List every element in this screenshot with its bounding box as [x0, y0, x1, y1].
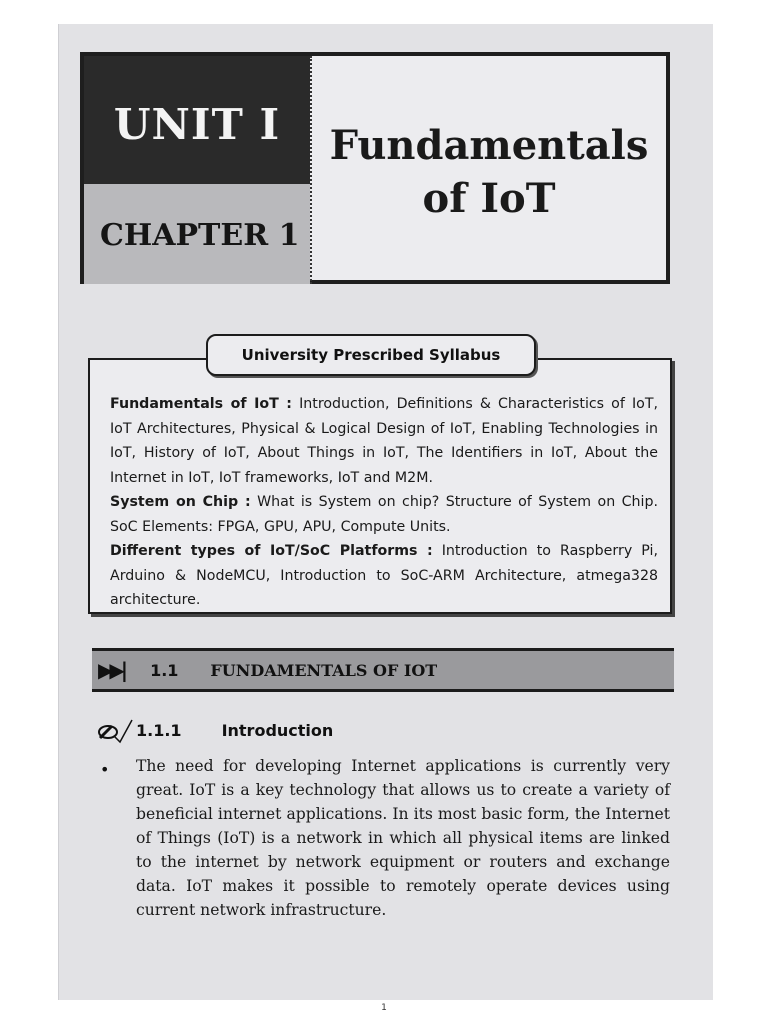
chapter-title — [312, 56, 666, 284]
subsection-number: 1.1.1 — [136, 720, 182, 740]
subsection-title: Introduction — [221, 720, 334, 740]
syllabus-item-text: Introduction, Definitions & Characteristics of IoT, IoT Architectures, Physical & Logical Design of IoT, Enabling Technologies in IoT, History of IoT, About Things in IoT, The Identifiers in IoT, About the Internet in IoT, IoT frameworks, IoT and M2M. — [110, 396, 658, 486]
page-number: 1 — [381, 1003, 387, 1013]
syllabus-item-label: Fundamentals of IoT : — [110, 396, 292, 412]
syllabus-item — [110, 539, 658, 613]
section-title: FUNDAMENTALS OF IOT — [210, 660, 438, 680]
fast-forward-icon: ▶▶| — [98, 658, 125, 682]
unit-label: UNIT I — [113, 99, 281, 149]
intro-paragraph: The need for developing Internet applications is currently very great. IoT is a key technology that allows us to create a variety of beneficial internet applications. In its most basic form, the Internet of Things (IoT) is a network in which all physical items are linked to the internet by network equipment or routers and exchange data. IoT makes it possible to remotely operate devices using current network infrastructure. — [136, 757, 670, 919]
section-banner — [92, 648, 674, 692]
pen-check-icon — [96, 716, 136, 744]
section-number: 1.1 — [150, 660, 179, 680]
syllabus-item — [110, 490, 658, 539]
syllabus-item-label: System on Chip : — [110, 494, 251, 510]
chapter-label: CHAPTER 1 — [100, 217, 300, 253]
syllabus-item-text: What is System on chip? Structure of System on Chip. SoC Elements: FPGA, GPU, APU, Compute Units. — [110, 494, 659, 535]
chapter-header — [80, 52, 670, 284]
syllabus-heading-tab — [206, 334, 536, 376]
chapter-title-line1: Fundamentals — [329, 122, 649, 169]
syllabus-content — [110, 392, 658, 613]
unit-block — [84, 56, 310, 184]
subsection-heading — [96, 716, 333, 744]
syllabus-item — [110, 392, 658, 490]
syllabus-item-text: Introduction to Raspberry Pi, Arduino & NodeMCU, Introduction to SoC-ARM Architecture, atmega328 architecture. — [110, 543, 658, 608]
syllabus-item-label: Different types of IoT/SoC Platforms : — [110, 543, 433, 559]
chapter-title-line2: of IoT — [422, 175, 556, 222]
syllabus-heading: University Prescribed Syllabus — [241, 346, 501, 364]
chapter-block — [84, 184, 310, 284]
bullet: • — [100, 760, 110, 779]
